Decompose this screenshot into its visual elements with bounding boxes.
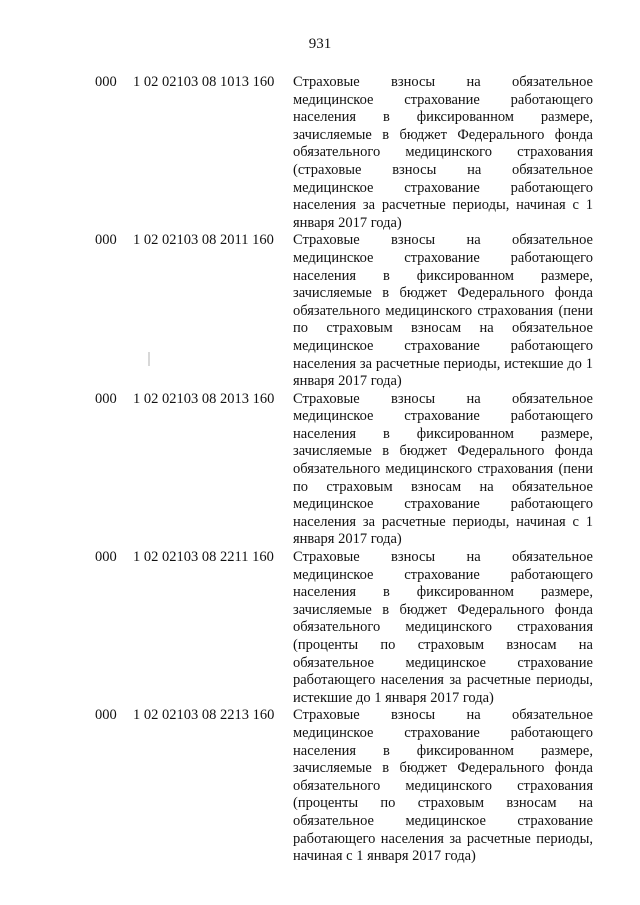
budget-code-entry <box>0 74 640 232</box>
budget-code-entry <box>0 549 640 707</box>
budget-classification-code: 1 02 02103 08 2213 160 <box>133 707 275 724</box>
budget-classification-code: 1 02 02103 08 2211 160 <box>133 549 274 566</box>
admin-code: 000 <box>95 390 117 407</box>
code-description: Страховые взносы на обязательное медицинское страхование работающего населения в фиксированном размере, зачисляемые в бюджет Федерального фонда обязательного медицинского страхования (проценты по страховым взносам на обязательное медицинское страхование работающего населения за расчетные периоды, начиная с 1 января 2017 года) <box>293 707 593 865</box>
budget-classification-code: 1 02 02103 08 2013 160 <box>133 390 275 407</box>
budget-code-entry <box>0 391 640 549</box>
admin-code: 000 <box>95 232 117 249</box>
code-description: Страховые взносы на обязательное медицинское страхование работающего населения в фиксированном размере, зачисляемые в бюджет Федерального фонда обязательного медицинского страхования (пени по страховым взносам на обязательное медицинское страхование работающего населения за расчетные периоды, начиная с 1 января 2017 года) <box>293 390 593 548</box>
code-description: Страховые взносы на обязательное медицинское страхование работающего населения в фиксированном размере, зачисляемые в бюджет Федерального фонда обязательного медицинского страхования (пени по страховым взносам на обязательное медицинское страхование работающего населения за расчетные периоды, истекшие до 1 января 2017 года) <box>293 232 593 390</box>
admin-code: 000 <box>95 707 117 724</box>
budget-code-list <box>0 74 640 866</box>
code-description: Страховые взносы на обязательное медицинское страхование работающего населения в фиксированном размере, зачисляемые в бюджет Федерального фонда обязательного медицинского страхования (страховые взносы на обязательное медицинское страхование работающего населения за расчетные периоды, начиная с 1 января 2017 года) <box>293 74 593 231</box>
scan-artifact <box>148 352 150 366</box>
admin-code: 000 <box>95 74 117 90</box>
admin-code: 000 <box>95 549 117 566</box>
page-number: 931 <box>308 36 332 52</box>
budget-classification-code: 1 02 02103 08 1013 160 <box>133 74 275 90</box>
budget-classification-code: 1 02 02103 08 2011 160 <box>133 232 274 249</box>
budget-code-entry <box>0 232 640 390</box>
code-description: Страховые взносы на обязательное медицинское страхование работающего населения в фиксированном размере, зачисляемые в бюджет Федерального фонда обязательного медицинского страхования (проценты по страховым взносам на обязательное медицинское страхование работающего населения за расчетные периоды, истекшие до 1 января 2017 года) <box>293 549 593 706</box>
budget-code-entry <box>0 707 640 865</box>
